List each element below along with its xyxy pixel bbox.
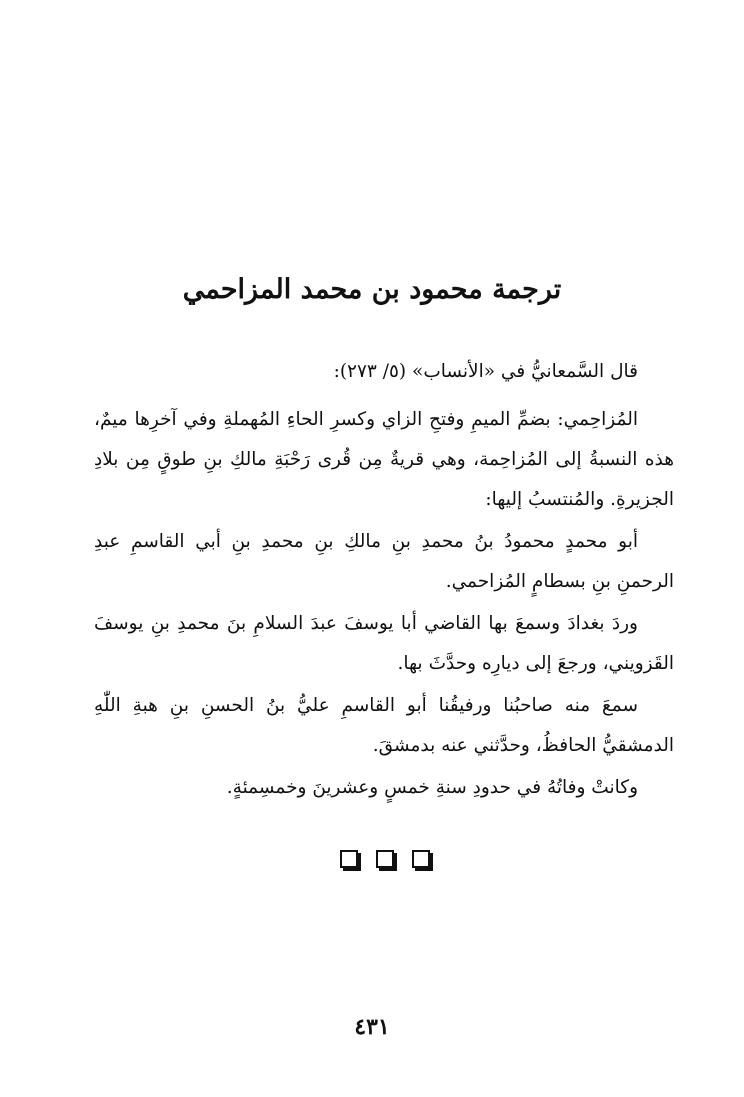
section-divider-ornament (340, 846, 430, 872)
chapter-title: ترجمة محمود بن محمد المزاحمي (182, 274, 562, 306)
square-ornament-icon (376, 850, 394, 868)
paragraph-text: وكانتْ وفاتُهُ في حدودِ سنةِ خمسٍ وعشرينَ وخمسِمئةٍ. (226, 777, 638, 798)
paragraph-baghdad (94, 604, 674, 684)
paragraph-students (94, 686, 674, 766)
paragraph-text: وردَ بغدادَ وسمعَ بها القاضي أبا يوسفَ عبدَ السلامِ بنَ محمدِ بنِ يوسفَ القَزويني، ورجعَ إلى ديارِه وحدَّثَ بها. (94, 613, 674, 674)
paragraph-death (94, 768, 674, 808)
paragraph-nisba (94, 400, 674, 520)
square-ornament-icon (340, 850, 358, 868)
source-line: قال السَّمعانيُّ في «الأنساب» (٥/ ٢٧٣): (333, 361, 638, 382)
paragraph-text: سمعَ منه صاحبُنا ورفيقُنا أبو القاسمِ عليُّ بنُ الحسنِ بنِ هبةِ اللّٰهِ الدمشقيُّ الحافظُ، وحدَّثني عنه بدمشقَ. (94, 695, 674, 756)
paragraph-text: أبو محمدٍ محمودُ بنُ محمدِ بنِ مالكِ بنِ محمدِ بنِ أبي القاسمِ عبدِ الرحمنِ بنِ بسطامٍ المُزاحمي. (94, 531, 674, 592)
square-ornament-icon (412, 850, 430, 868)
source-citation (94, 352, 674, 392)
paragraph-lineage (94, 522, 674, 602)
page-number: ٤٣١ (354, 1014, 390, 1040)
paragraph-text: المُزاحِمي: بضمِّ الميمِ وفتحِ الزاي وكسرِ الحاءِ المُهملةِ وفي آخرِها ميمٌ، هذه النسبةُ إلى المُزاحِمة، وهي قريةٌ مِن قُرى رَحْبَةِ مالكِ بنِ طوقٍ مِن بلادِ الجزيرةِ. والمُنتسبُ إليها: (94, 409, 674, 510)
